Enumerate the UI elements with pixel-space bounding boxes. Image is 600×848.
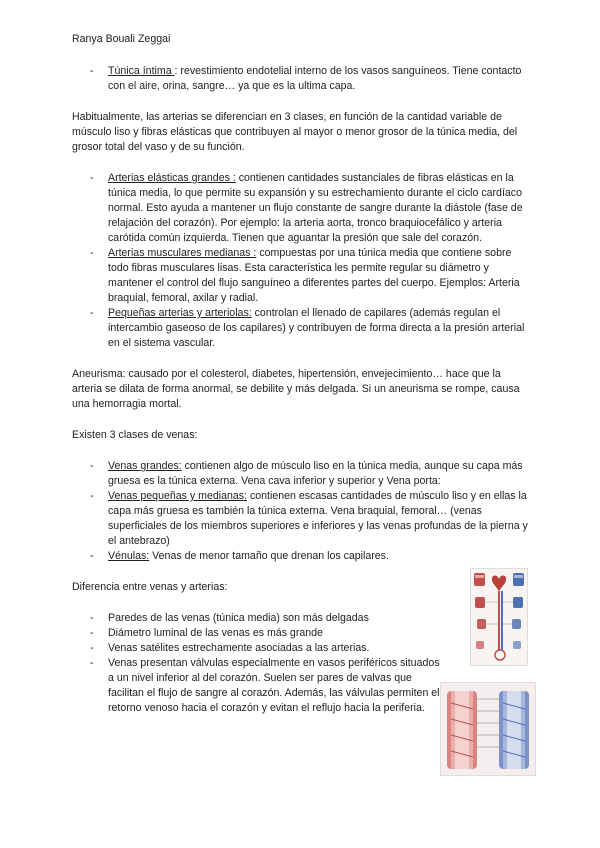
term: Túnica íntima (108, 65, 175, 77)
term: Venas pequeñas y medianas: (108, 490, 247, 502)
artery-vein-wall-illustration (441, 683, 535, 775)
venas-intro: Existen 3 clases de venas: (72, 429, 198, 441)
venas-list (72, 459, 530, 564)
list-item (72, 171, 530, 246)
author-name: Ranya Bouali Zeggai (72, 33, 171, 45)
list-item (72, 246, 530, 306)
term: Vénulas: (108, 550, 150, 562)
list-item (72, 656, 448, 716)
definition: contienen escasas cantidades de músculo liso y en ellas la capa más gruesa es también la túnica externa. Vena braquial, femoral… (venas superficiales de los miembros superiores e inferiores y las venas profundas de la pierna y el antebrazo) (108, 490, 528, 547)
vessels-diagram-figure (470, 568, 528, 666)
arterias-list (72, 171, 530, 351)
item-text: Venas presentan válvulas especialmente en vasos periféricos situados a un nivel inferior al del corazón. Suelen ser pares de valvas que facilitan el flujo de sangre al corazón. Además, las válvulas permiten el retorno venoso hacia el corazón y evitan el reflujo hacia la periferia. (108, 657, 440, 714)
definition: : revestimiento endotelial interno de los vasos sanguíneos. Tiene contacto con el aire, orina, sangre… ya que es la ultima capa. (108, 65, 522, 92)
definition: compuestas por una túnica media que contiene sobre todo fibras musculares lisas. Esta característica les permite regular su diámetro y mantener el control del flujo sanguíneo a diferentes partes del cuerpo. Ejemplos: Arteria braquial, femoral, axilar y radial. (108, 247, 520, 304)
list-item (72, 641, 530, 656)
item-text: Diámetro luminal de las venas es más grande (108, 627, 323, 639)
intima-list (72, 64, 530, 94)
item-text: Paredes de las venas (túnica media) son más delgadas (108, 612, 369, 624)
term: Arterias musculares medianas : (108, 247, 257, 259)
diferencia-intro: Diferencia entre venas y arterias: (72, 581, 228, 593)
artery-vein-wall-figure (440, 682, 536, 776)
term: Arterias elásticas grandes : (108, 172, 236, 184)
term: Venas grandes: (108, 460, 182, 472)
list-item (72, 549, 530, 564)
list-item (72, 64, 530, 94)
definition: controlan el llenado de capilares (además regulan el intercambio gaseoso de los capilares) y contribuyen de forma directa a la presión arterial en el sistema vascular. (108, 307, 525, 349)
list-item (72, 489, 530, 549)
document-page (72, 32, 530, 732)
item-text: Venas satélites estrechamente asociadas a las arterias. (108, 642, 370, 654)
list-item (72, 611, 530, 626)
vessels-diagram-illustration (471, 569, 527, 665)
definition: contienen cantidades sustanciales de fibras elásticas en la túnica media, lo que permite su expansión y su estrechamiento durante el ciclo cardíaco normal. Esto ayuda a mantener un flujo constante de sangre durante la diástole (fase de relajación del corazón). Por ejemplo: la arteria aorta, tronco braquiocefálico y arteria carótida común izquierda. Tienen que aguantar la presión que sale del corazón. (108, 172, 523, 244)
aneurisma-paragraph: Aneurisma: causado por el colesterol, diabetes, hipertensión, envejecimiento… hace que la arteria se dilata de forma anormal, se debilite y más delgada. Si un aneurisma se rompe, causa una hemorragia mortal. (72, 368, 520, 410)
arterias-intro: Habitualmente, las arterias se diferencian en 3 clases, en función de la cantidad variable de músculo liso y fibras elásticas que contribuyen al mayor o menor grosor de la túnica media, del grosor total del vaso y de su función. (72, 111, 518, 153)
list-item (72, 459, 530, 489)
list-item (72, 626, 530, 641)
term: Pequeñas arterias y arteriolas: (108, 307, 252, 319)
list-item (72, 306, 530, 351)
definition: Venas de menor tamaño que drenan los capilares. (149, 550, 389, 562)
definition: contienen algo de músculo liso en la túnica media, aunque su capa más gruesa es la túnica externa. Vena cava inferior y superior y Vena porta: (108, 460, 523, 487)
